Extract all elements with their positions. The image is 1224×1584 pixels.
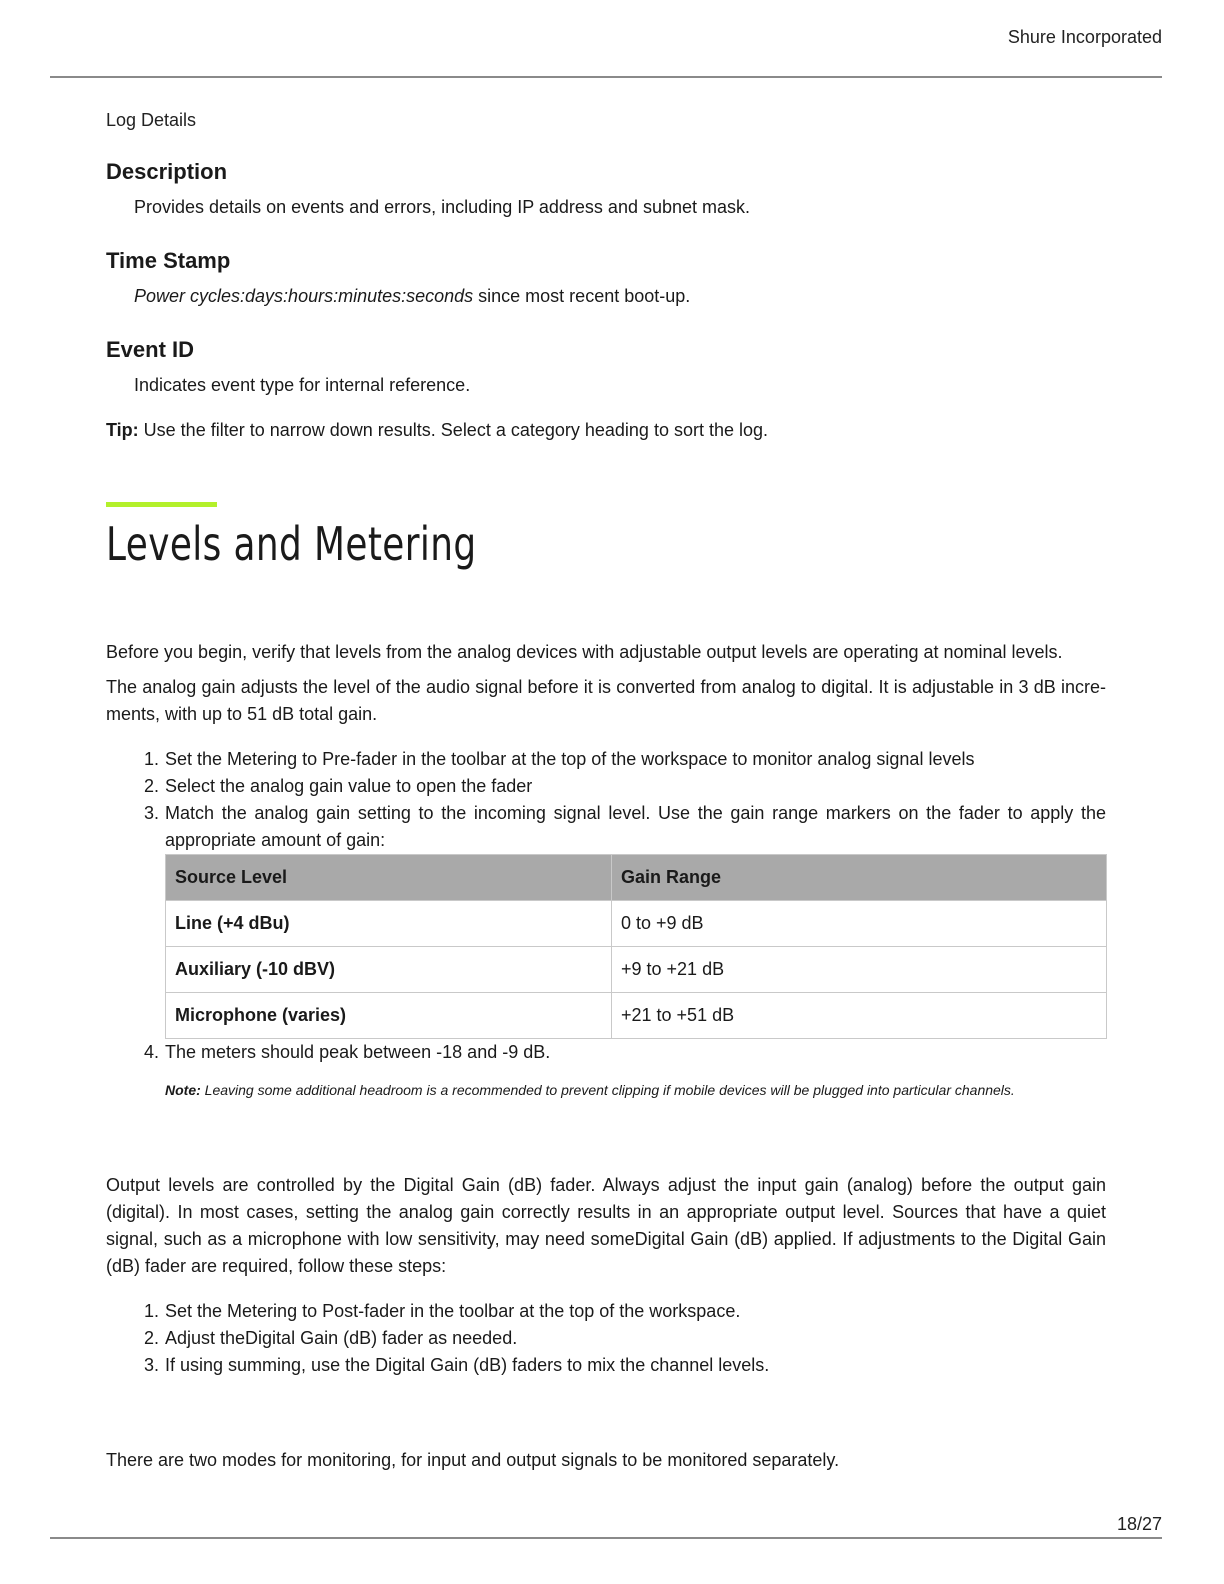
gain-range-cell: +21 to +51 dB [612,993,1107,1039]
step-text: Set the Metering to Pre-fader in the toolbar at the top of the workspace to monitor analog signal levels [165,749,975,769]
table-header-row [166,855,1107,901]
tip-text: Use the filter to narrow down results. Select a category heading to sort the log. [138,420,769,440]
output-levels-paragraph: Output levels are controlled by the Digital Gain (dB) fader. Always adjust the input gain (analog) before the output gain (digital). In most cases, setting the analog gain correctly results in an appropriate output level. Sources that have a quiet signal, such as a microphone with low sensitivity, may need someDigital Gain (dB) applied. If adjustments to the Digital Gain (dB) fader are required, follow these steps: [106,1175,1106,1276]
output-steps-list [106,1298,1106,1379]
step-text: If using summing, use the Digital Gain (dB) faders to mix the channel levels. [165,1355,770,1375]
intro-paragraph: Before you begin, verify that levels from the analog devices with adjustable output levels are operating at nominal levels. [106,642,1063,662]
section-title: Levels and Metering [106,517,477,571]
column-header-gain-range: Gain Range [612,855,1107,901]
definition-description: Provides details on events and errors, including IP address and subnet mask. [134,197,751,217]
log-details-title: Log Details [106,110,197,130]
source-level-cell: Auxiliary (-10 dBV) [166,947,612,993]
source-level-cell: Microphone (varies) [166,993,612,1039]
header-divider [50,76,1162,78]
list-item: 2. Select the analog gain value to open the fader [143,776,533,796]
header-company-name: Shure Incorporated [1007,27,1162,47]
note-text: Leaving some additional headroom is a recommended to prevent clipping if mobile devices will be plugged into particular channels. [200,1082,1015,1098]
time-stamp-suffix: since most recent boot-up. [473,286,691,306]
definition-time-stamp [134,283,1106,310]
gain-range-table [165,854,1107,1039]
definition-event-id: Indicates event type for internal reference. [134,375,471,395]
analog-gain-paragraph: The analog gain adjusts the level of the audio signal before it is converted from analog to digital. It is adjustable in 3 dB increments, with up to 51 dB total gain. [106,677,1106,724]
note-label: Note: [165,1082,201,1098]
list-item: 2. Adjust theDigital Gain (dB) fader as needed. [143,1328,518,1348]
step-text: Set the Metering to Post-fader in the toolbar at the top of the workspace. [165,1301,741,1321]
term-time-stamp: Time Stamp [106,248,231,273]
list-item: 1. Set the Metering to Pre-fader in the toolbar at the top of the workspace to monitor analog signal levels [143,749,975,769]
section-accent-bar [106,502,217,507]
page-number: 18/27 [1116,1514,1162,1534]
gain-range-cell: 0 to +9 dB [612,901,1107,947]
step-text: Match the analog gain setting to the incoming signal level. Use the gain range markers on the fader to apply the appropriate amount of gain: [165,803,1106,850]
monitoring-paragraph: There are two modes for monitoring, for input and output signals to be monitored separately. [106,1450,840,1470]
note [165,1080,1106,1100]
step-text: Select the analog gain value to open the fader [165,776,533,796]
table-row [166,993,1107,1039]
page-content [106,108,1106,1474]
analog-steps-list [106,746,1106,1100]
tip [106,417,1106,444]
list-item: 1. Set the Metering to Post-fader in the toolbar at the top of the workspace. [143,1301,741,1321]
term-description: Description [106,159,228,184]
source-level-cell: Line (+4 dBu) [166,901,612,947]
column-header-source-level: Source Level [166,855,612,901]
table-row [166,947,1107,993]
list-item: 4. The meters should peak between -18 and -9 dB. Note: Leaving some additional headroom is a recommended to prevent clipping if mobile devices will be plugged into particular channels. [165,1039,1106,1100]
step-text: The meters should peak between -18 and -9 dB. [165,1042,551,1062]
tip-label: Tip: [106,420,139,440]
step-text: Adjust theDigital Gain (dB) fader as needed. [165,1328,518,1348]
term-event-id: Event ID [106,337,195,362]
table-row [166,901,1107,947]
footer-divider [50,1537,1162,1539]
time-stamp-format: Power cycles:days:hours:minutes:seconds [134,286,474,306]
gain-range-cell: +9 to +21 dB [612,947,1107,993]
list-item: 3. Match the analog gain setting to the incoming signal level. Use the gain range markers on the fader to apply the appropriate amount of gain: Source Level Gain Range Line (+4 dBu) 0 to +9 dB Auxiliary (-10 dBV) +9 to +21 dB Microphone (varies) +21 to +51 dB [165,800,1106,1039]
list-item: 3. If using summing, use the Digital Gain (dB) faders to mix the channel levels. [143,1355,770,1375]
